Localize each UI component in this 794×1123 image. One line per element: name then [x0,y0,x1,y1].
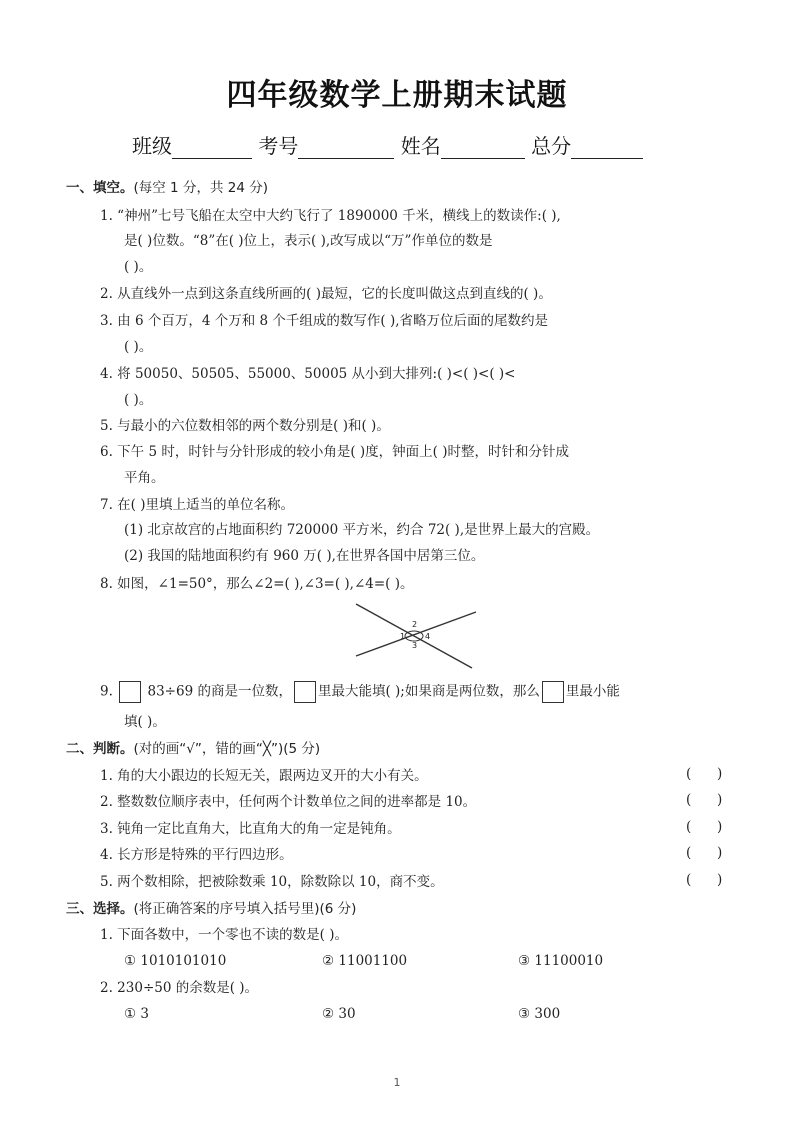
q1-line2: 是( )位数。“8”在( )位上，表示( ),改写成以“万”作单位的数是 [124,233,493,249]
judge-item-1: 1. 角的大小跟边的长短无关，跟两边叉开的大小有关。 [100,768,428,784]
judge-item-2: 2. 整数数位顺序表中，任何两个计数单位之间的进率都是 10。 [100,794,477,810]
q9-line1 [100,681,620,703]
intersecting-lines-figure [350,600,480,672]
q2-line: 2. 从直线外一点到这条直线所画的( )最短，它的长度叫做这点到直线的( )。 [100,286,552,302]
choice-q1-option-3[interactable]: ③ 11100010 [518,953,604,969]
choice-q1-option-1[interactable]: ① 1010101010 [124,953,227,969]
q7-sub2: (2) 我国的陆地面积约有 960 万( ),在世界各国中居第三位。 [124,548,485,564]
q6-line2: 平角。 [124,470,165,486]
section1-heading [66,178,268,198]
q4-line2: ( )。 [124,392,153,408]
judge-mark-5[interactable]: ( ) [686,872,723,888]
total-label: 总分 [531,134,572,158]
choice-q2-option-2[interactable]: ② 30 [322,1006,356,1022]
section2-title: 二、判断。 [66,741,134,757]
q9-part3: 里最小能 [565,683,620,700]
student-info-row [132,130,692,159]
answer-box-3[interactable] [542,681,564,703]
line-a [356,604,472,668]
q9-number: 9. [100,683,113,700]
section2-heading [66,739,320,759]
exam-no-label: 考号 [258,134,299,158]
page-title: 四年级数学上册期末试题 [226,78,568,113]
q3-line1: 3. 由 6 个百万，4 个万和 8 个千组成的数写作( ),省略万位后面的尾数约是 [100,313,549,329]
class-label: 班级 [132,134,172,158]
judge-mark-3[interactable]: ( ) [686,819,723,835]
section2-note: (对的画“√”，错的画“╳”)(5 分) [133,741,321,757]
q8-line: 8. 如图，∠1=50°，那么∠2=( ),∠3=( ),∠4=( )。 [100,576,414,592]
answer-box-2[interactable] [294,681,316,703]
q9-part1: 83÷69 的商是一位数， [147,683,292,700]
page-number: 1 [393,1076,401,1089]
angle-label-3: 3 [412,641,418,650]
choice-q2-option-1[interactable]: ① 3 [124,1006,149,1022]
q1-line3: ( )。 [124,259,153,275]
section3-note: (将正确答案的序号填入括号里)(6 分) [133,901,357,917]
name-label: 姓名 [400,134,441,158]
angle-label-4: 4 [425,632,431,641]
class-blank[interactable] [172,136,252,159]
q1-line1: 1. “神州”七号飞船在太空中大约飞行了 1890000 千米，横线上的数读作:( ), [100,208,561,224]
judge-mark-2[interactable]: ( ) [686,792,723,808]
judge-item-3: 3. 钝角一定比直角大，比直角大的角一定是钝角。 [100,821,401,837]
q6-line1: 6. 下午 5 时，时针与分针形成的较小角是( )度，钟面上( )时整，时针和分针成 [100,444,569,460]
q7-line1: 7. 在( )里填上适当的单位名称。 [100,497,294,513]
q9-line2: 填( )。 [124,714,166,730]
section1-note: (每空 1 分，共 24 分) [133,180,268,196]
judge-mark-1[interactable]: ( ) [686,766,723,782]
answer-box-1[interactable] [119,681,141,703]
total-blank[interactable] [571,136,643,159]
choice-q2-option-3[interactable]: ③ 300 [518,1006,561,1022]
section1-title: 一、填空。 [66,180,134,196]
q7-sub1: (1) 北京故宫的占地面积约 720000 平方米，约合 72( ),是世界上最大的宫殿。 [124,522,600,538]
section3-heading [66,899,356,919]
name-blank[interactable] [441,136,525,159]
section3-title: 三、选择。 [66,901,134,917]
choice-q1-stem: 1. 下面各数中，一个零也不读的数是( )。 [100,927,348,943]
angle-label-1: 1 [400,632,406,641]
q9-part2: 里最大能填( );如果商是两位数，那么 [317,683,540,700]
judge-item-4: 4. 长方形是特殊的平行四边形。 [100,847,293,863]
choice-q2-stem: 2. 230÷50 的余数是( )。 [100,980,259,996]
q3-line2: ( )。 [124,339,153,355]
choice-q1-option-2[interactable]: ② 11001100 [322,953,408,969]
judge-mark-4[interactable]: ( ) [686,845,723,861]
exam-no-blank[interactable] [298,136,394,159]
judge-item-5: 5. 两个数相除，把被除数乘 10，除数除以 10，商不变。 [100,874,444,890]
angle-label-2: 2 [412,620,418,629]
q5-line: 5. 与最小的六位数相邻的两个数分别是( )和( )。 [100,418,390,434]
q4-line1: 4. 将 50050、50505、55000、50005 从小到大排列:( )<( )<( )< [100,366,516,382]
